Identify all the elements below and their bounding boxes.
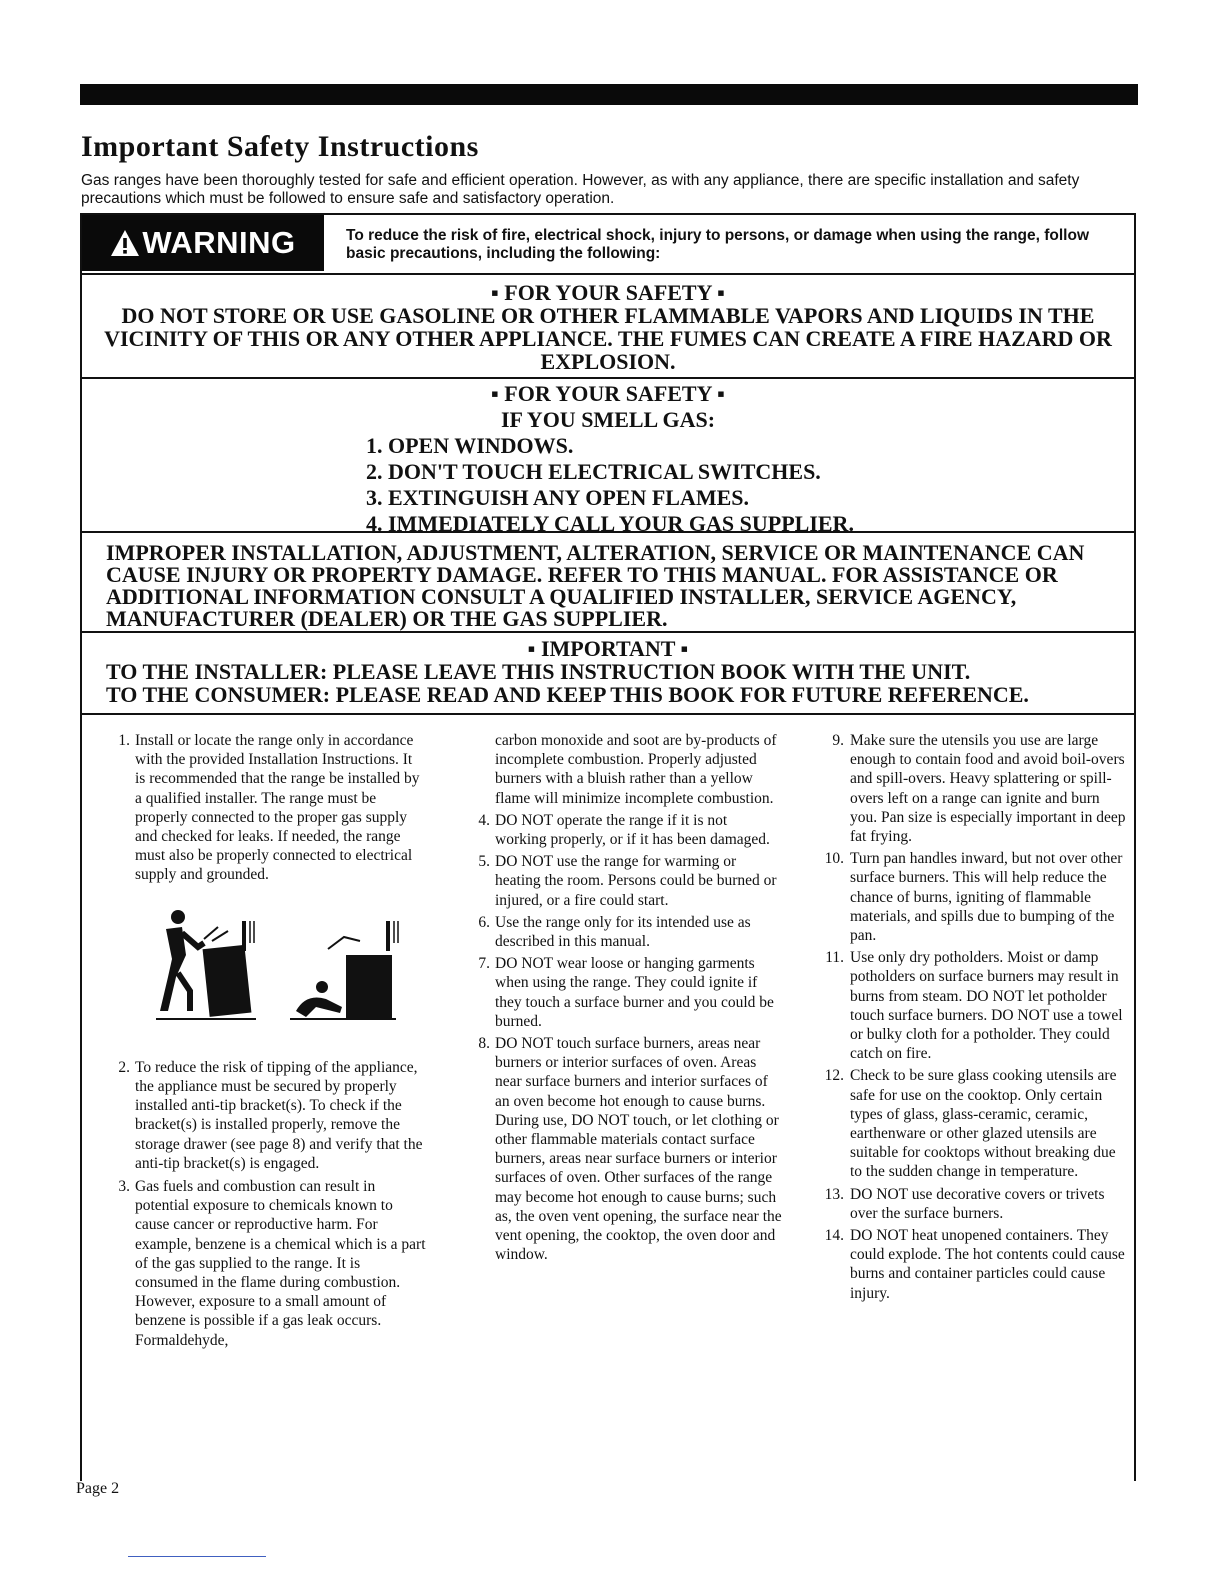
list-item [818, 1066, 1130, 1181]
list-item [110, 731, 426, 885]
item-number: 5. [478, 853, 490, 871]
item-number: 10. [824, 850, 844, 868]
item-text: Make sure the utensils you use are large enough to contain food and avoid boil-overs and spill-overs. Heavy splattering or spill-overs left on a range can ignite and burn you. Pan size is especially important in deep fat frying. [850, 732, 1126, 846]
installer-note: TO THE INSTALLER: PLEASE LEAVE THIS INSTRUCTION BOOK WITH THE UNIT. [106, 659, 971, 684]
gas-step: 2. DON'T TOUCH ELECTRICAL SWITCHES. [366, 459, 821, 484]
safety-heading: ▪ FOR YOUR SAFETY ▪ [491, 381, 725, 406]
list-item [818, 731, 1130, 846]
item-number: 9. [832, 732, 844, 749]
item-number: 1. [118, 732, 130, 749]
warning-text: To reduce the risk of fire, electrical shock, injury to persons, or damage when using the range, follow basic precautions, including the following: [346, 227, 1090, 262]
item-number: 11. [825, 949, 844, 967]
list-item [110, 1058, 426, 1173]
item-text: Use only dry potholders. Moist or damp potholders on surface burners may result in burns from steam. DO NOT let potholder touch surface burners. DO NOT use a towel or bulky cloth for a potholder. They could catch on fire. [850, 949, 1123, 1063]
important-section [82, 633, 1134, 715]
item-number: 12. [824, 1067, 844, 1085]
page-title: Important Safety Instructions [81, 130, 479, 163]
gas-smell-subheading: IF YOU SMELL GAS: [500, 407, 716, 432]
safety-section-gas-smell [82, 379, 1134, 536]
instructions-column-3 [818, 731, 1130, 1303]
list-item [470, 811, 782, 849]
page-number: Page 2 [76, 1480, 120, 1497]
list-item-continued [470, 731, 782, 808]
gas-smell-steps [366, 433, 1134, 537]
item-text: carbon monoxide and soot are by-products of incomplete combustion. Properly adjusted burners with a bluish rather than a yellow flame will minimize incomplete combustion. [495, 732, 777, 807]
item-text: DO NOT heat unopened containers. They could explode. The hot contents could cause burns and container particles could cause injury. [850, 1227, 1125, 1302]
gas-step: 3. EXTINGUISH ANY OPEN FLAMES. [366, 485, 750, 510]
warning-triangle-icon [110, 229, 140, 257]
item-text: DO NOT use decorative covers or trivets over the surface burners. [850, 1185, 1105, 1222]
item-text: Turn pan handles inward, but not over other surface burners. This will help reduce the chance of burns, igniting of flammable materials, and spills due to bumping of the pan. [850, 850, 1123, 945]
safety-box [80, 213, 1136, 1481]
warning-badge [82, 215, 324, 271]
item-number: 3. [118, 1178, 130, 1196]
instructions-column-1 [110, 731, 426, 1350]
list-item [818, 849, 1130, 945]
header-rule-thin [80, 84, 790, 93]
safety-section-vapors [82, 275, 1134, 379]
item-text: Check to be sure glass cooking utensils are safe for use on the cooktop. Only certain types of glass, glass-ceramic, ceramic, earthenware or other glazed utensils are suitable for cooktops without breaking due to the sudden change in temperature. [850, 1067, 1117, 1181]
improper-installation-section [82, 533, 1134, 633]
list-item [470, 852, 782, 910]
item-text: To reduce the risk of tipping of the appliance, the appliance must be secured by properly installed anti-tip bracket(s). To check if the bracket(s) is installed properly, remove the storage drawer (see page 8) and verify that the anti-tip bracket(s) is engaged. [135, 1058, 423, 1172]
list-item [470, 913, 782, 951]
item-number: 13. [824, 1185, 844, 1203]
item-number: 4. [478, 811, 490, 829]
footer-rule [128, 1556, 266, 1557]
intro-paragraph: Gas ranges have been thoroughly tested for safe and efficient operation. However, as with any appliance, there are specific installation and safety precautions which must be followed to ensure safe and satisfactory operation. [81, 172, 1080, 207]
list-item [818, 1185, 1130, 1223]
item-number: 2. [118, 1058, 130, 1076]
item-text: DO NOT wear loose or hanging garments when using the range. They could ignite if they touch a surface burner and you could be burned. [495, 955, 774, 1030]
item-text: DO NOT operate the range if it is not working properly, or if it has been damaged. [495, 811, 770, 849]
consumer-note: TO THE CONSUMER: PLEASE READ AND KEEP THIS BOOK FOR FUTURE REFERENCE. [106, 682, 1029, 707]
item-text: Install or locate the range only in accordance with the provided Installation Instructions. It is recommended that the range be installed by a qualified installer. The range must be properly connected to the proper gas supply and checked for leaks. If needed, the range must also be properly connected to electrical supply and grounded. [135, 732, 420, 884]
item-number: 8. [478, 1035, 490, 1053]
gas-step: 4. IMMEDIATELY CALL YOUR GAS SUPPLIER. [366, 511, 854, 536]
list-item [818, 948, 1130, 1063]
child-climbing-figure [290, 921, 398, 1019]
anti-tip-illustration [156, 907, 476, 1037]
list-item [470, 954, 782, 1031]
list-item [818, 1226, 1130, 1303]
improper-installation-text: IMPROPER INSTALLATION, ADJUSTMENT, ALTERATION, SERVICE OR MAINTENANCE CAN CAUSE INJURY OR PROPERTY DAMAGE. REFER TO THIS MANUAL. FOR ASSISTANCE OR ADDITIONAL INFORMATION CONSULT A QUALIFIED INSTALLER, SERVICE AGENCY, MANUFACTURER (DEALER) OR THE GAS SUPPLIER. [106, 540, 1085, 631]
item-number: 14. [824, 1227, 844, 1245]
item-text: Use the range only for its intended use as described in this manual. [495, 913, 751, 951]
tipping-range-figure [156, 910, 256, 1019]
safety-heading: ▪ FOR YOUR SAFETY ▪ [491, 280, 725, 305]
list-item [110, 1177, 426, 1350]
item-number: 6. [478, 913, 490, 931]
item-text: Gas fuels and combustion can result in potential exposure to chemicals known to cause cancer or reproductive harm. For example, benzene is a chemical which is a part of the gas supplied to the range. It is consumed in the flame during combustion. However, exposure to a small amount of benzene is possible if a gas leak occurs. Formaldehyde, [135, 1178, 426, 1349]
safety-vapors-text: DO NOT STORE OR USE GASOLINE OR OTHER FLAMMABLE VAPORS AND LIQUIDS IN THE VICINITY OF THIS OR ANY OTHER APPLIANCE. THE FUMES CAN CREATE A FIRE HAZARD OR EXPLOSION. [104, 303, 1112, 374]
item-text: DO NOT touch surface burners, areas near burners or interior surfaces of oven. Areas near surface burners and interior surfaces of an oven become hot enough to cause burns. During use, DO NOT touch, or let clothing or other flammable materials contact surface burners, areas near surface burners or interior surfaces of oven. Other surfaces of the range may become hot enough to cause burns; such as, the oven vent opening, the surface near the vent opening, the cooktop, the oven door and window. [495, 1035, 782, 1264]
warning-header [82, 215, 1134, 275]
important-heading: ▪ IMPORTANT ▪ [527, 636, 689, 661]
list-item [470, 1034, 782, 1264]
item-number: 7. [478, 955, 490, 973]
item-text: DO NOT use the range for warming or heating the room. Persons could be burned or injured, or a fire could start. [495, 853, 777, 909]
instructions-column-2 [470, 731, 782, 1264]
warning-badge-label: WARNING [142, 225, 296, 260]
gas-step: 1. OPEN WINDOWS. [366, 433, 574, 458]
